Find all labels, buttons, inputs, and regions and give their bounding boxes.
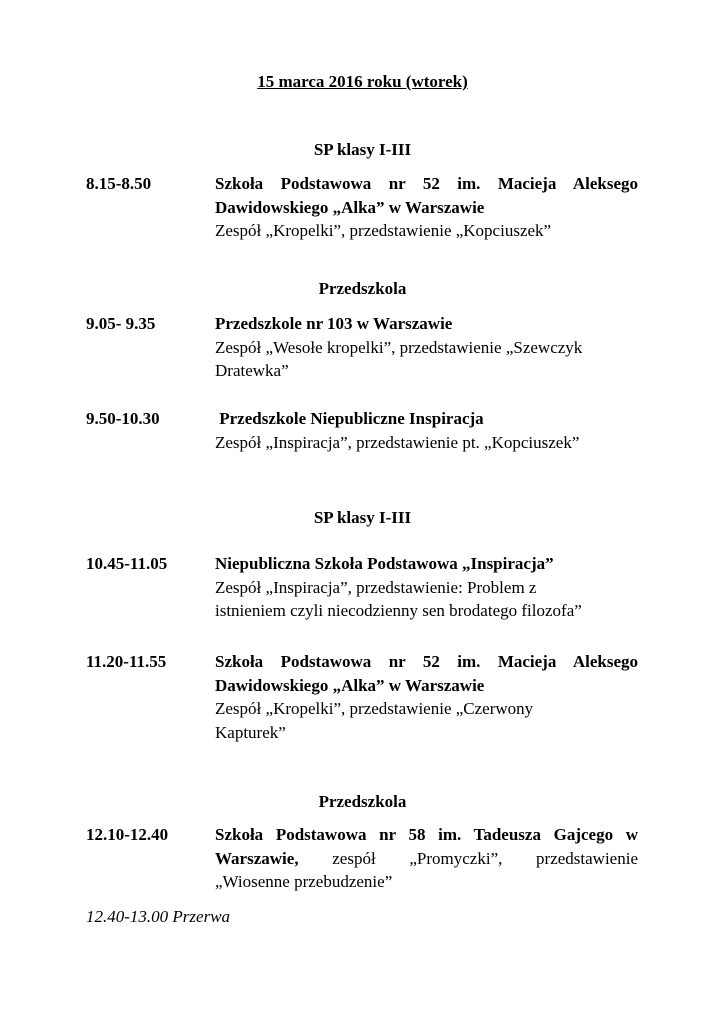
schedule-entry-2	[86, 312, 638, 383]
schedule-entry-1	[86, 172, 638, 243]
entry-school-line: Szkoła Podstawowa nr 52 im. Macieja Aleksego	[215, 174, 638, 193]
entry-performance-line: „Wiosenne przebudzenie”	[215, 872, 393, 891]
entry-time: 8.15-8.50	[86, 174, 152, 193]
entry-school-line: Szkoła Podstawowa nr 52 im. Macieja Aleksego	[215, 652, 638, 671]
entry-time: 12.10-12.40	[86, 825, 169, 844]
entry-school-city: Warszawie,	[215, 848, 299, 868]
entry-performance-line: Kapturek”	[215, 722, 286, 742]
entry-performance-line: Zespół „Inspiracja”, przedstawienie pt. „Kopciuszek”	[215, 432, 580, 452]
entry-body	[215, 552, 638, 623]
entry-performance-line: Zespół „Kropelki”, przedstawienie „Kopciuszek”	[215, 221, 552, 240]
entry-time: 9.50-10.30	[86, 409, 160, 428]
entry-body	[215, 407, 638, 454]
entry-performance-line: Dratewka”	[215, 361, 289, 380]
section-heading-przedszkola-2: Przedszkola	[318, 792, 407, 811]
entry-performance-line: Zespół „Kropelki”, przedstawienie „Czerwony	[215, 699, 534, 718]
entry-performance-line: Zespół „Inspiracja”, przedstawienie: Problem z	[215, 577, 537, 597]
entry-school-line-mixed	[215, 847, 638, 871]
section-heading-sp-2: SP klasy I-III	[313, 508, 412, 527]
date-title: 15 marca 2016 roku (wtorek)	[257, 72, 468, 91]
entry-body	[215, 172, 638, 243]
schedule-entry-4	[86, 552, 638, 623]
entry-body	[215, 650, 638, 744]
schedule-entry-3	[86, 407, 638, 454]
entry-performance-line: istnieniem czyli niecodzienny sen brodatego filozofa”	[215, 601, 582, 620]
entry-time: 9.05- 9.35	[86, 314, 156, 333]
entry-school-line: Przedszkole Niepubliczne Inspiracja	[215, 409, 484, 428]
entry-school-line: Niepubliczna Szkoła Podstawowa „Inspiracja”	[215, 554, 554, 573]
section-heading-sp-1: SP klasy I-III	[313, 140, 412, 159]
entry-school-line: Przedszkole nr 103 w Warszawie	[215, 314, 453, 333]
schedule-entry-5	[86, 650, 638, 744]
schedule-entry-6	[86, 823, 638, 894]
entry-body	[215, 823, 638, 894]
section-heading-przedszkola-1: Przedszkola	[318, 279, 407, 298]
entry-performance-fragment: zespół „Promyczki”, przedstawienie	[298, 848, 638, 868]
break-note: 12.40-13.00 Przerwa	[86, 907, 231, 926]
entry-body	[215, 312, 638, 383]
entry-time: 11.20-11.55	[86, 652, 167, 671]
entry-performance-line: Zespół „Wesołe kropelki”, przedstawienie „Szewczyk	[215, 337, 583, 357]
entry-time: 10.45-11.05	[86, 554, 168, 573]
entry-school-line: Dawidowskiego „Alka” w Warszawie	[215, 197, 485, 217]
entry-school-line: Szkoła Podstawowa nr 58 im. Tadeusza Gajcego w	[215, 825, 638, 844]
entry-school-line: Dawidowskiego „Alka” w Warszawie	[215, 675, 485, 695]
